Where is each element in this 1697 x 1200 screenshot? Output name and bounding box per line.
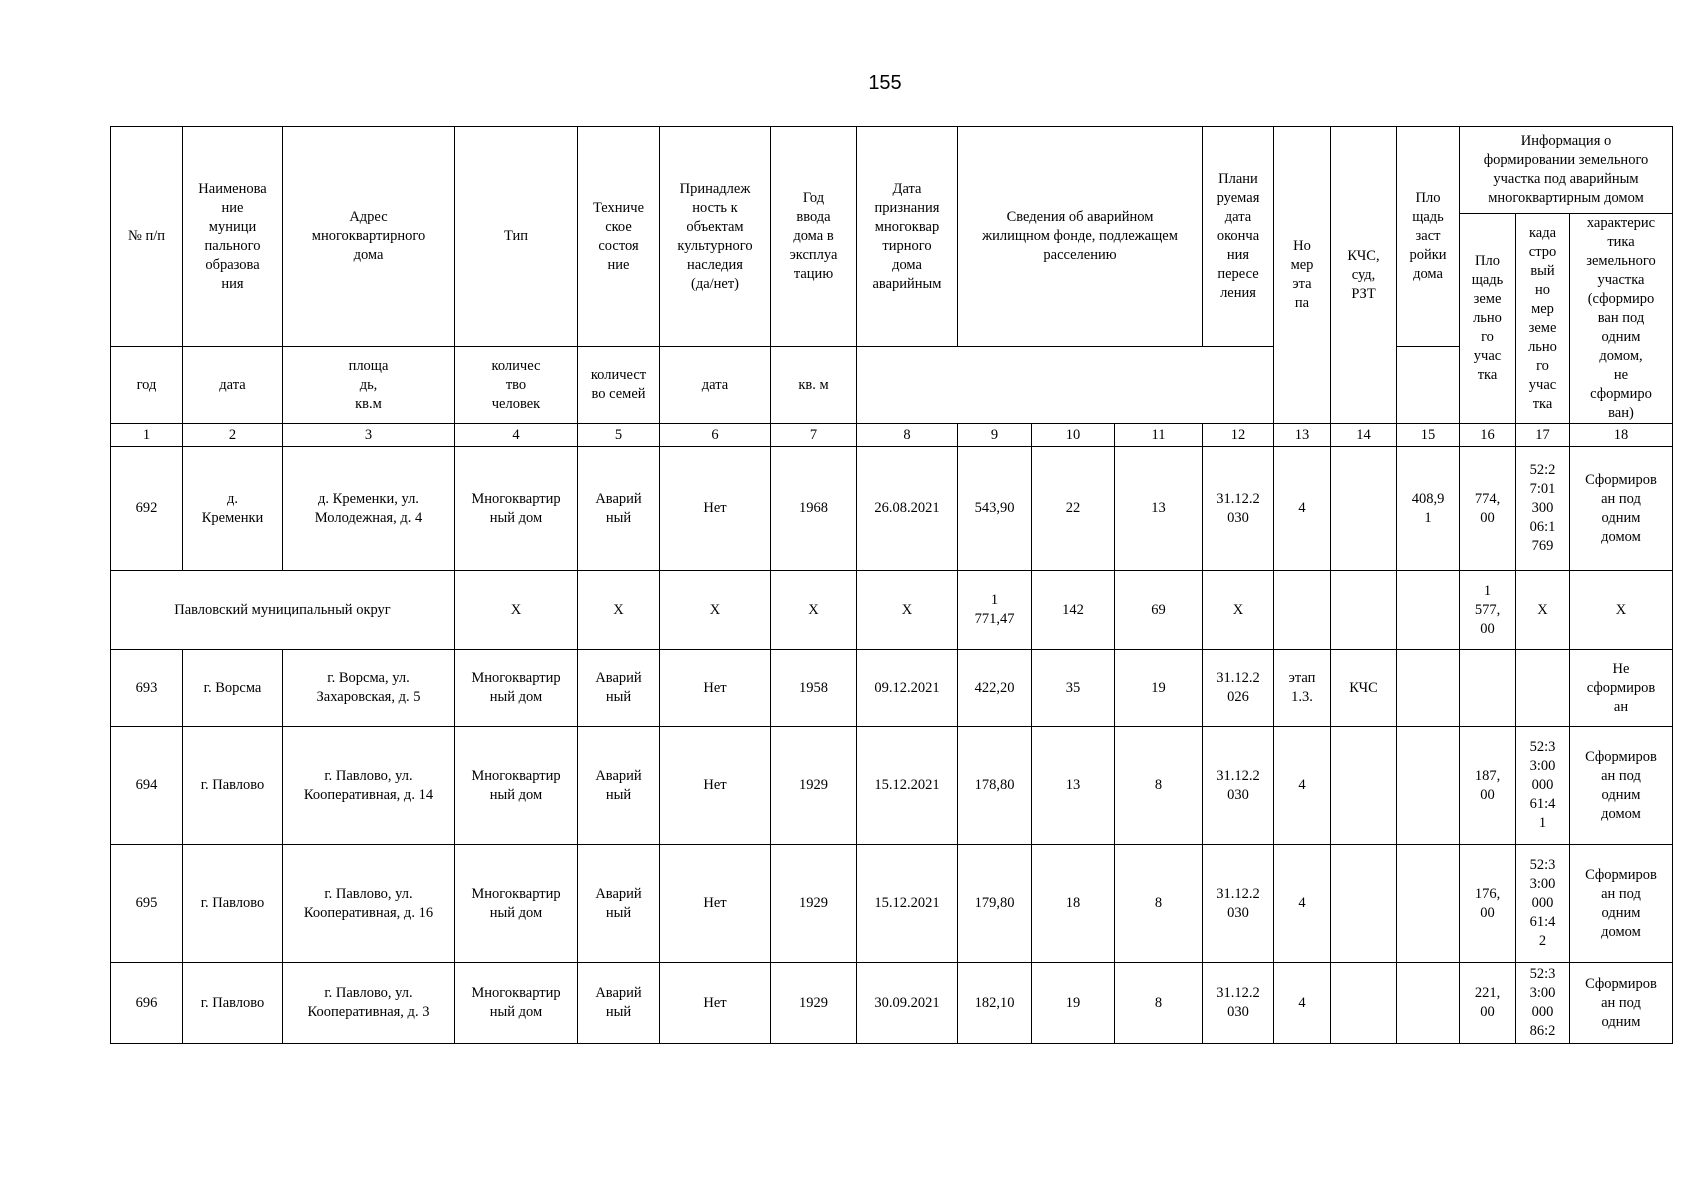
header-land-plot-info-group: Информация о формировании земельного участка под аварийным многоквартирным домом — [1460, 127, 1673, 214]
cell-heritage: Нет — [660, 963, 771, 1044]
header-emergency-date: Дата признания многоквар тирного дома аварийным — [857, 127, 958, 347]
subheader-families: количест во семей — [578, 347, 660, 424]
column-number: 9 — [958, 424, 1032, 447]
cell-type: Многоквартир ный дом — [455, 845, 578, 963]
cell-building-area — [1397, 727, 1460, 845]
cell-type: Многоквартир ный дом — [455, 650, 578, 727]
cell-kchs — [1331, 727, 1397, 845]
subtotal-cell: X — [455, 571, 578, 650]
cell-state: Аварий ный — [578, 447, 660, 571]
cell-families: 8 — [1115, 963, 1203, 1044]
column-number: 17 — [1516, 424, 1570, 447]
column-number: 18 — [1570, 424, 1673, 447]
header-technical-state: Техниче ское состоя ние — [578, 127, 660, 347]
header-land-characteristic: характерис тика земельного участка (сформиро ван под одним домом, не сформиро ван) — [1570, 214, 1673, 424]
cell-state: Аварий ный — [578, 845, 660, 963]
cell-address: д. Кременки, ул. Молодежная, д. 4 — [283, 447, 455, 571]
table-row — [111, 650, 1673, 727]
cell-address: г. Павлово, ул. Кооперативная, д. 14 — [283, 727, 455, 845]
column-number: 4 — [455, 424, 578, 447]
cell-stage: 4 — [1274, 447, 1331, 571]
subheader-people: количес тво человек — [455, 347, 578, 424]
cell-land-area: 176, 00 — [1460, 845, 1516, 963]
cell-plan-date: 31.12.2 030 — [1203, 963, 1274, 1044]
cell-plan-date: 31.12.2 030 — [1203, 727, 1274, 845]
subtotal-cell — [1397, 571, 1460, 650]
column-number: 12 — [1203, 424, 1274, 447]
column-number: 11 — [1115, 424, 1203, 447]
cell-kchs — [1331, 447, 1397, 571]
table-row — [111, 447, 1673, 571]
cell-people: 35 — [1032, 650, 1115, 727]
cell-heritage: Нет — [660, 845, 771, 963]
subheader-plan-date: дата — [660, 347, 771, 424]
subtotal-people: 142 — [1032, 571, 1115, 650]
subheader-date: дата — [183, 347, 283, 424]
cell-land-characteristic: Сформиров ан под одним домом — [1570, 447, 1673, 571]
cell-plan-date: 31.12.2 030 — [1203, 447, 1274, 571]
column-number: 3 — [283, 424, 455, 447]
subtotal-label: Павловский муниципальный округ — [111, 571, 455, 650]
cell-row-number: 692 — [111, 447, 183, 571]
cell-state: Аварий ный — [578, 727, 660, 845]
header-heritage: Принадлеж ность к объектам культурного наследия (да/нет) — [660, 127, 771, 347]
table-row — [111, 963, 1673, 1044]
column-number: 6 — [660, 424, 771, 447]
cell-stage: этап 1.3. — [1274, 650, 1331, 727]
cell-cadastral-number — [1516, 650, 1570, 727]
cell-row-number: 696 — [111, 963, 183, 1044]
cell-kchs — [1331, 963, 1397, 1044]
table-row — [111, 727, 1673, 845]
cell-land-area — [1460, 650, 1516, 727]
cell-row-number: 695 — [111, 845, 183, 963]
cell-kchs — [1331, 845, 1397, 963]
subtotal-cell: X — [1516, 571, 1570, 650]
cell-year: 1929 — [771, 963, 857, 1044]
cell-area: 543,90 — [958, 447, 1032, 571]
cell-type: Многоквартир ный дом — [455, 447, 578, 571]
cell-year: 1958 — [771, 650, 857, 727]
subtotal-area: 1 771,47 — [958, 571, 1032, 650]
cell-plan-date: 31.12.2 026 — [1203, 650, 1274, 727]
cell-stage: 4 — [1274, 727, 1331, 845]
cell-families: 19 — [1115, 650, 1203, 727]
cell-land-area: 187, 00 — [1460, 727, 1516, 845]
subtotal-families: 69 — [1115, 571, 1203, 650]
cell-date: 15.12.2021 — [857, 727, 958, 845]
cell-year: 1929 — [771, 845, 857, 963]
cell-type: Многоквартир ный дом — [455, 963, 578, 1044]
subtotal-row — [111, 571, 1673, 650]
subtotal-cell — [1331, 571, 1397, 650]
cell-land-characteristic: Сформиров ан под одним — [1570, 963, 1673, 1044]
header-building-area: Пло щадь заст ройки дома — [1397, 127, 1460, 347]
cell-land-area: 774, 00 — [1460, 447, 1516, 571]
header-row-number: № п/п — [111, 127, 183, 347]
cell-plan-date: 31.12.2 030 — [1203, 845, 1274, 963]
column-number: 16 — [1460, 424, 1516, 447]
column-number: 1 — [111, 424, 183, 447]
cell-land-characteristic: Сформиров ан под одним домом — [1570, 727, 1673, 845]
subtotal-cell: X — [1203, 571, 1274, 650]
cell-cadastral-number: 52:2 7:01 300 06:1 769 — [1516, 447, 1570, 571]
cell-area: 178,80 — [958, 727, 1032, 845]
cell-municipality: г. Павлово — [183, 963, 283, 1044]
header-stage-number: Но мер эта па — [1274, 127, 1331, 424]
cell-address: г. Павлово, ул. Кооперативная, д. 3 — [283, 963, 455, 1044]
header-land-area: Пло щадь земе льно го учас тка — [1460, 214, 1516, 424]
cell-building-area — [1397, 963, 1460, 1044]
cell-land-characteristic: Сформиров ан под одним домом — [1570, 845, 1673, 963]
cell-date: 26.08.2021 — [857, 447, 958, 571]
cell-address: г. Павлово, ул. Кооперативная, д. 16 — [283, 845, 455, 963]
cell-area: 422,20 — [958, 650, 1032, 727]
cell-building-area: 408,9 1 — [1397, 447, 1460, 571]
cell-kchs: КЧС — [1331, 650, 1397, 727]
cell-heritage: Нет — [660, 650, 771, 727]
subheader-year: год — [111, 347, 183, 424]
cell-people: 19 — [1032, 963, 1115, 1044]
header-planned-resettlement-date: Плани руемая дата оконча ния пересе ления — [1203, 127, 1274, 347]
page-number: 155 — [868, 72, 902, 94]
column-number: 13 — [1274, 424, 1331, 447]
cell-address: г. Ворсма, ул. Захаровская, д. 5 — [283, 650, 455, 727]
cell-date: 09.12.2021 — [857, 650, 958, 727]
header-emergency-fund-group: Сведения об аварийном жилищном фонде, подлежащем расселению — [958, 127, 1203, 347]
cell-cadastral-number: 52:3 3:00 000 61:4 2 — [1516, 845, 1570, 963]
cell-municipality: г. Павлово — [183, 727, 283, 845]
column-number: 5 — [578, 424, 660, 447]
cell-heritage: Нет — [660, 447, 771, 571]
subtotal-cell: X — [857, 571, 958, 650]
subheader-building-area-unit: кв. м — [771, 347, 857, 424]
cell-stage: 4 — [1274, 845, 1331, 963]
cell-families: 8 — [1115, 727, 1203, 845]
cell-people: 22 — [1032, 447, 1115, 571]
subtotal-cell — [1274, 571, 1331, 650]
cell-municipality: д. Кременки — [183, 447, 283, 571]
subtotal-cell: X — [578, 571, 660, 650]
cell-row-number: 694 — [111, 727, 183, 845]
table-row — [111, 845, 1673, 963]
cell-land-area: 221, 00 — [1460, 963, 1516, 1044]
column-number: 8 — [857, 424, 958, 447]
header-type: Тип — [455, 127, 578, 347]
cell-families: 8 — [1115, 845, 1203, 963]
cell-year: 1929 — [771, 727, 857, 845]
cell-area: 182,10 — [958, 963, 1032, 1044]
cell-area: 179,80 — [958, 845, 1032, 963]
cell-state: Аварий ный — [578, 963, 660, 1044]
cell-cadastral-number: 52:3 3:00 000 61:4 1 — [1516, 727, 1570, 845]
cell-municipality: г. Ворсма — [183, 650, 283, 727]
cell-state: Аварий ный — [578, 650, 660, 727]
cell-land-characteristic: Не сформиров ан — [1570, 650, 1673, 727]
cell-building-area — [1397, 845, 1460, 963]
cell-date: 15.12.2021 — [857, 845, 958, 963]
subheader-area: площа дь, кв.м — [283, 347, 455, 424]
cell-row-number: 693 — [111, 650, 183, 727]
column-number: 2 — [183, 424, 283, 447]
cell-building-area — [1397, 650, 1460, 727]
subtotal-land-area: 1 577, 00 — [1460, 571, 1516, 650]
column-number: 7 — [771, 424, 857, 447]
subtotal-cell: X — [1570, 571, 1673, 650]
cell-date: 30.09.2021 — [857, 963, 958, 1044]
column-number: 10 — [1032, 424, 1115, 447]
cell-families: 13 — [1115, 447, 1203, 571]
cell-stage: 4 — [1274, 963, 1331, 1044]
cell-cadastral-number: 52:3 3:00 000 86:2 — [1516, 963, 1570, 1044]
cell-heritage: Нет — [660, 727, 771, 845]
header-address: Адрес многоквартирного дома — [283, 127, 455, 347]
header-year-commissioned: Год ввода дома в эксплуа тацию — [771, 127, 857, 347]
column-number: 15 — [1397, 424, 1460, 447]
header-kchs: КЧС, суд, РЗТ — [1331, 127, 1397, 424]
header-cadastral-number: када стро вый но мер земе льно го учас тка — [1516, 214, 1570, 424]
cell-municipality: г. Павлово — [183, 845, 283, 963]
subtotal-cell: X — [771, 571, 857, 650]
cell-people: 18 — [1032, 845, 1115, 963]
cell-type: Многоквартир ный дом — [455, 727, 578, 845]
cell-year: 1968 — [771, 447, 857, 571]
column-number: 14 — [1331, 424, 1397, 447]
header-municipality: Наименова ние муници пального образова ния — [183, 127, 283, 347]
subtotal-cell: X — [660, 571, 771, 650]
cell-people: 13 — [1032, 727, 1115, 845]
emergency-housing-table — [110, 126, 1673, 1044]
